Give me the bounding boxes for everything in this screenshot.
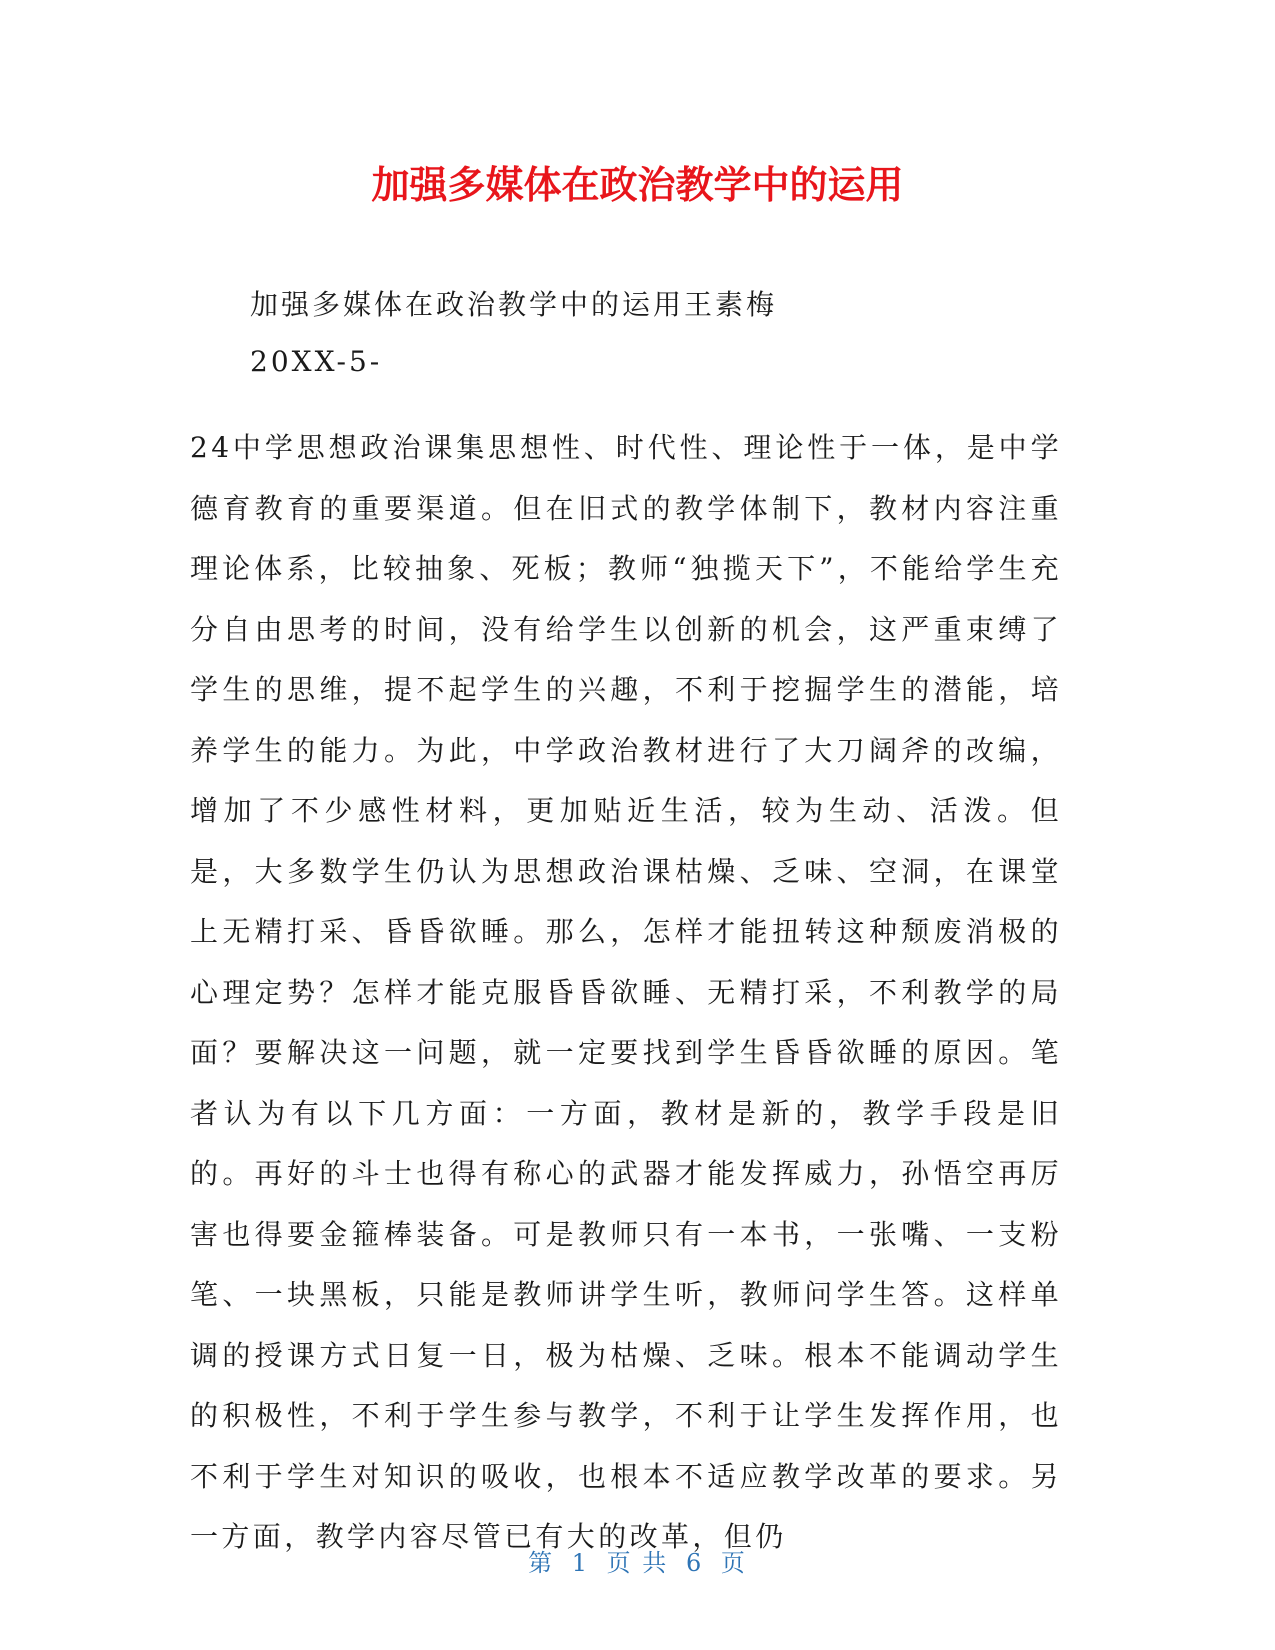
body-paragraph: 24中学思想政治课集思想性、时代性、理论性于一体，是中学德育教育的重要渠道。但在旧式的教学体制下，教材内容注重理论体系，比较抽象、死板；教师“独揽天下”，不能给学生充分自由思考的时间，没有给学生以创新的机会，这严重束缚了学生的思维，提不起学生的兴趣，不利于挖掘学生的潜能，培养学生的能力。为此，中学政治教材进行了大刀阔斧的改编，增加了不少感性材料，更加贴近生活，较为生动、活泼。但是，大多数学生仍认为思想政治课枯燥、乏味、空洞，在课堂上无精打采、昏昏欲睡。那么，怎样才能扭转这种颓废消极的心理定势？怎样才能克服昏昏欲睡、无精打采，不利教学的局面？要解决这一问题，就一定要找到学生昏昏欲睡的原因。笔者认为有以下几方面：一方面，教材是新的，教学手段是旧的。再好的斗士也得有称心的武器才能发挥威力，孙悟空再厉害也得要金箍棒装备。可是教师只有一本书，一张嘴、一支粉笔、一块黑板，只能是教师讲学生听，教师问学生答。这样单调的授课方式日复一日，极为枯燥、乏味。根本不能调动学生的积极性，不利于学生参与教学，不利于让学生发挥作用，也不利于学生对知识的吸收，也根本不适应教学改革的要求。另一方面，教学内容尽管已有大的改革，但仍 <box>190 431 1062 1553</box>
footer-prefix: 第 <box>528 1549 555 1577</box>
footer-middle: 页 共 <box>606 1549 669 1577</box>
page-footer <box>0 1548 1275 1578</box>
footer-suffix: 页 <box>720 1549 747 1577</box>
date-line: 20XX-5- <box>250 345 383 378</box>
document-title: 加强多媒体在政治教学中的运用 <box>371 163 904 207</box>
subtitle-line: 加强多媒体在政治教学中的运用王素梅 <box>250 288 778 321</box>
footer-total-pages: 6 <box>685 1549 704 1577</box>
footer-page-number: 1 <box>571 1549 590 1577</box>
